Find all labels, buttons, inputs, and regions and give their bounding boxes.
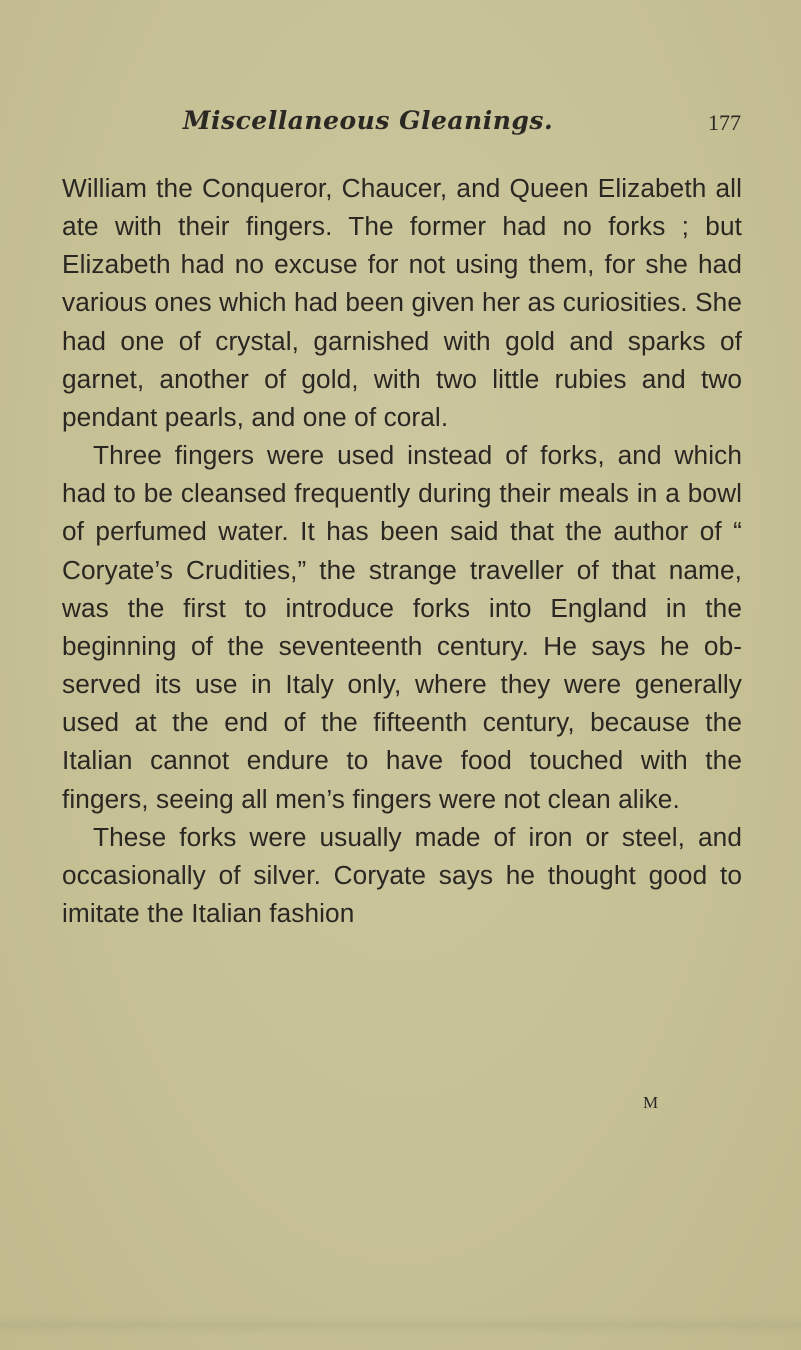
page-stain bbox=[0, 1315, 801, 1335]
paragraph-1: William the Conqueror, Chaucer, and Queen Elizabeth all ate with their fingers. The former had no forks ; but Elizabeth had no excuse for not using them, for she had various ones which had been given her as curiosities. She had one of crystal, garnished with gold and sparks of garnet, another of gold, with two little rubies and two pendant pearls, and one of coral. bbox=[62, 173, 742, 432]
paragraph-3: These forks were usually made of iron or steel, and occasionally of silver. Coryate says he thought good to imitate the Italian fashion bbox=[62, 821, 742, 928]
running-head-title: Miscellaneous Gleanings. bbox=[182, 106, 554, 135]
running-head bbox=[0, 106, 801, 146]
signature-mark: M bbox=[643, 1093, 660, 1112]
page-number: 177 bbox=[708, 110, 741, 135]
body-text bbox=[62, 169, 742, 932]
paragraph-2: Three fingers were used instead of forks, and which had to be cleansed frequently during their meals in a bowl of perfumed water. It has been said that the author of “ Coryate’s Crudities,” the strange traveller of that name, was the first to introduce forks into England in the beginning of the seventeenth century. He says he observed its use in Italy only, where they were generally used at the end of the fifteenth century, because the Italian cannot endure to have food touched with the fingers, seeing all men’s fingers were not clean alike. bbox=[62, 440, 742, 814]
